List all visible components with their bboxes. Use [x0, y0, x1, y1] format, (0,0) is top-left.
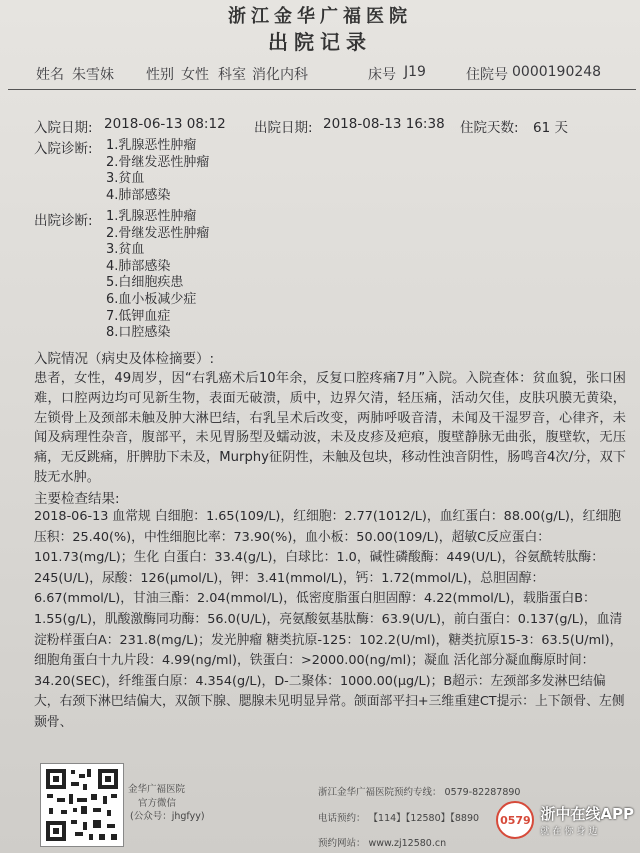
list-item: 2.骨继发恶性肿瘤: [106, 154, 210, 170]
history-text: 患者，女性，49周岁，因“右乳癌术后10年余，反复口腔疼痛7月”入院。入院查体：贫血貌，张口困难，口腔两边均可见新生物，表面无破溃，质中，边界欠清，轻压痛，活动欠佳，皮肤巩膜无黄染，左锁骨上及颈部未触及肿大淋巴结，右乳呈术后改变，两肺呼吸音清，未闻及干湿罗音，心律齐，未闻及病理性杂音，腹部平，未见胃肠型及蠕动波，未及皮疹及疤痕，腹壁静脉无曲张，腹壁软，无压痛，无反跳痛，肝脾肋下未及，Murphy征阴性，未触及包块，移动性浊音阴性，肠鸣音4次/分，双下肢无水肿。: [34, 371, 626, 485]
stay-days: 61 天: [533, 120, 568, 136]
list-item: 6.血小板减少症: [106, 291, 197, 307]
bed-number: J19: [404, 64, 426, 80]
admit-diagnosis-label: 入院诊断:: [34, 141, 93, 157]
list-item: 5.白细胞疾患: [106, 275, 184, 291]
patient-name-label: 姓名: [36, 67, 64, 83]
list-item: 8.口腔感染: [106, 325, 171, 341]
list-item: 7.低钾血症: [106, 308, 171, 324]
watermark-title: 浙中在线APP: [540, 805, 634, 823]
department: 消化内科: [252, 67, 308, 83]
list-item: 1.乳腺恶性肿瘤: [106, 138, 197, 153]
record-title: 出院记录: [268, 30, 372, 54]
patient-name: 朱雪妹: [72, 67, 114, 83]
hospital-name: 浙江金华广福医院: [228, 6, 412, 27]
header-divider: [8, 89, 636, 90]
gender: 女性: [181, 67, 209, 83]
bed-label: 床号: [368, 67, 396, 83]
admission-number: 0000190248: [512, 64, 602, 80]
phone-hotline: 浙江金华广福医院预约专线： 0579-82287890: [318, 787, 521, 798]
list-item: 1.乳腺恶性肿瘤: [106, 209, 197, 224]
discharge-diagnosis-label: 出院诊断:: [34, 213, 93, 229]
list-item: 2.骨继发恶性肿瘤: [106, 225, 210, 241]
exam-results-text: 2018-06-13 血常规 白细胞：1.65(109/L)，红细胞：2.77(1012/L)，血红蛋白：88.00(g/L)，红细胞压积：25.40(%)，中性细胞比率：73.90(%)，血小板：50.00(109/L)，超敏C反应蛋白：101.73(mg/L)；生化 白蛋白：33.4(g/L)，白球比：1.0，碱性磷酸酶：449(U/L)，谷氨酰转肽酶：245(U/L)，尿酸：126(μmol/L)，钾：3.41(mmol/L)，钙：1.72(mmol/L)，总胆固醇：6.67(mmol/L)，甘油三酯：2.04(mmol/L)，低密度脂蛋白胆固醇：4.22(mmol/L)，载脂蛋白B：1.55(g/L)，肌酸激酶同功酶：56.0(U/L)，亮氨酸氨基肽酶：63.9(U/L)，前白蛋白：0.137(g/L)，血清淀粉样蛋白A：231.8(mg/L)；发光肿瘤 糖类抗原-125：102.2(U/ml)，糖类抗原15-3：63.5(U/ml)，细胞角蛋白十九片段：4.99(ng/ml)，铁蛋白：>2000.00(ng/ml)；凝血 活化部分凝血酶原时间：34.20(SEC)，纤维蛋白原：4.354(g/L)，D-二聚体：1000.00(μg/L)；B超示：左颈部多发淋巴结偏大，右颈下淋巴结偏大，双颌下腺、腮腺未见明显异常。颌面部平扫+三维重建CT提示：上下颌骨、左侧颞骨、: [34, 509, 625, 730]
list-item: 3.贫血: [106, 242, 145, 258]
discharge-date: 2018-08-13 16:38: [323, 116, 445, 132]
admit-diagnosis-list: [106, 138, 209, 204]
app-watermark: [496, 801, 634, 839]
history-label: 入院情况（病史及体检摘要）:: [34, 351, 215, 367]
wechat-qr-code: [40, 763, 124, 847]
admit-date-label: 入院日期:: [34, 120, 93, 136]
booking-website: 预约网站： www.zj12580.cn: [318, 838, 447, 849]
exam-results-label: 主要检查结果:: [34, 491, 120, 507]
discharge-date-label: 出院日期:: [254, 120, 313, 136]
department-label: 科室: [218, 67, 246, 83]
watermark-slogan: 就在你身边: [540, 827, 601, 837]
wechat-name: 金华广福医院: [128, 784, 186, 795]
admit-date: 2018-06-13 08:12: [104, 116, 226, 132]
app-logo-icon: 0579: [496, 801, 534, 839]
gender-label: 性别: [146, 67, 174, 83]
list-item: 4.肺部感染: [106, 258, 171, 274]
discharge-diagnosis-list: [106, 209, 209, 342]
stay-days-label: 住院天数:: [460, 120, 519, 136]
wechat-account: (公众号：jhgfyy): [130, 811, 205, 822]
phone-booking: 电话预约： 【114】【12580】【8890: [318, 813, 480, 824]
list-item: 3.贫血: [106, 171, 145, 187]
list-item: 4.肺部感染: [106, 187, 171, 203]
admission-number-label: 住院号: [466, 67, 508, 83]
wechat-official: 官方微信: [138, 798, 177, 809]
